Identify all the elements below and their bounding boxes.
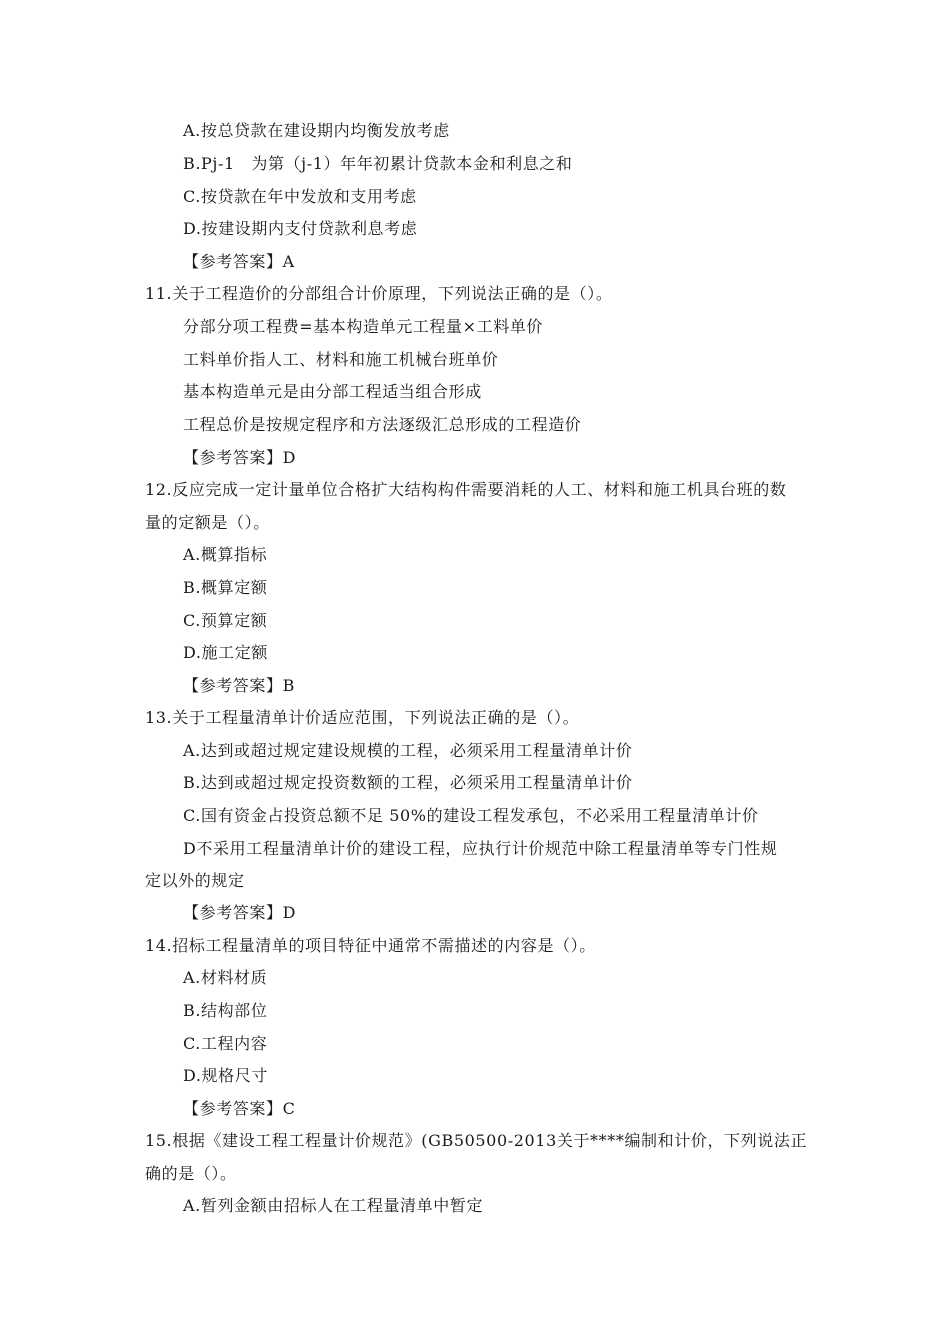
q13-option-b: B.达到或超过规定投资数额的工程，必须采用工程量清单计价: [183, 773, 633, 792]
q12-question-line2: 量的定额是（）。: [145, 513, 270, 532]
q14-option-b: B.结构部位: [183, 1001, 268, 1020]
q11-option-2: 工料单价指人工、材料和施工机械台班单价: [183, 350, 499, 369]
q10-option-d: D.按建设期内支付贷款利息考虑: [183, 219, 418, 238]
q10-option-b: B.Pj-1 为第（j-1）年年初累计贷款本金和利息之和: [183, 154, 573, 173]
q10-answer: 【参考答案】A: [183, 252, 295, 271]
q14-option-c: C.工程内容: [183, 1034, 268, 1053]
q13-option-a: A.达到或超过规定建设规模的工程，必须采用工程量清单计价: [183, 741, 633, 760]
q10-option-c: C.按贷款在年中发放和支用考虑: [183, 187, 417, 206]
q12-answer: 【参考答案】B: [183, 676, 295, 695]
q10-option-a: A.按总贷款在建设期内均衡发放考虑: [183, 121, 450, 140]
q13-option-d-line2: 定以外的规定: [145, 871, 245, 890]
q12-option-c: C.预算定额: [183, 611, 268, 630]
q12-option-a: A.概算指标: [183, 545, 268, 564]
q13-question: 13.关于工程量清单计价适应范围，下列说法正确的是（）。: [145, 708, 580, 727]
q15-question-line2: 确的是（）。: [145, 1164, 237, 1183]
q12-question-line1: 12.反应完成一定计量单位合格扩大结构构件需要消耗的人工、材料和施工机具台班的数: [145, 480, 787, 499]
q11-answer: 【参考答案】D: [183, 448, 297, 467]
q11-option-4: 工程总价是按规定程序和方法逐级汇总形成的工程造价: [183, 415, 582, 434]
q13-option-c: C.国有资金占投资总额不足 50%的建设工程发承包，不必采用工程量清单计价: [183, 806, 759, 825]
q12-option-b: B.概算定额: [183, 578, 268, 597]
q11-option-3: 基本构造单元是由分部工程适当组合形成: [183, 382, 482, 401]
q14-answer: 【参考答案】C: [183, 1099, 296, 1118]
q12-option-d: D.施工定额: [183, 643, 268, 662]
q13-option-d-line1: D不采用工程量清单计价的建设工程，应执行计价规范中除工程量清单等专门性规: [183, 839, 778, 858]
q14-option-d: D.规格尺寸: [183, 1066, 268, 1085]
q15-question-line1: 15.根据《建设工程工程量计价规范》(GB50500-2013关于****编制和计价，下列说法正: [145, 1131, 808, 1150]
q13-answer: 【参考答案】D: [183, 903, 297, 922]
q11-option-1: 分部分项工程费=基本构造单元工程量×工料单价: [183, 317, 544, 336]
q15-option-a: A.暂列金额由招标人在工程量清单中暂定: [183, 1196, 484, 1215]
q14-question: 14.招标工程量清单的项目特征中通常不需描述的内容是（）。: [145, 936, 596, 955]
q11-question: 11.关于工程造价的分部组合计价原理，下列说法正确的是（）。: [145, 284, 613, 303]
q14-option-a: A.材料材质: [183, 968, 268, 987]
